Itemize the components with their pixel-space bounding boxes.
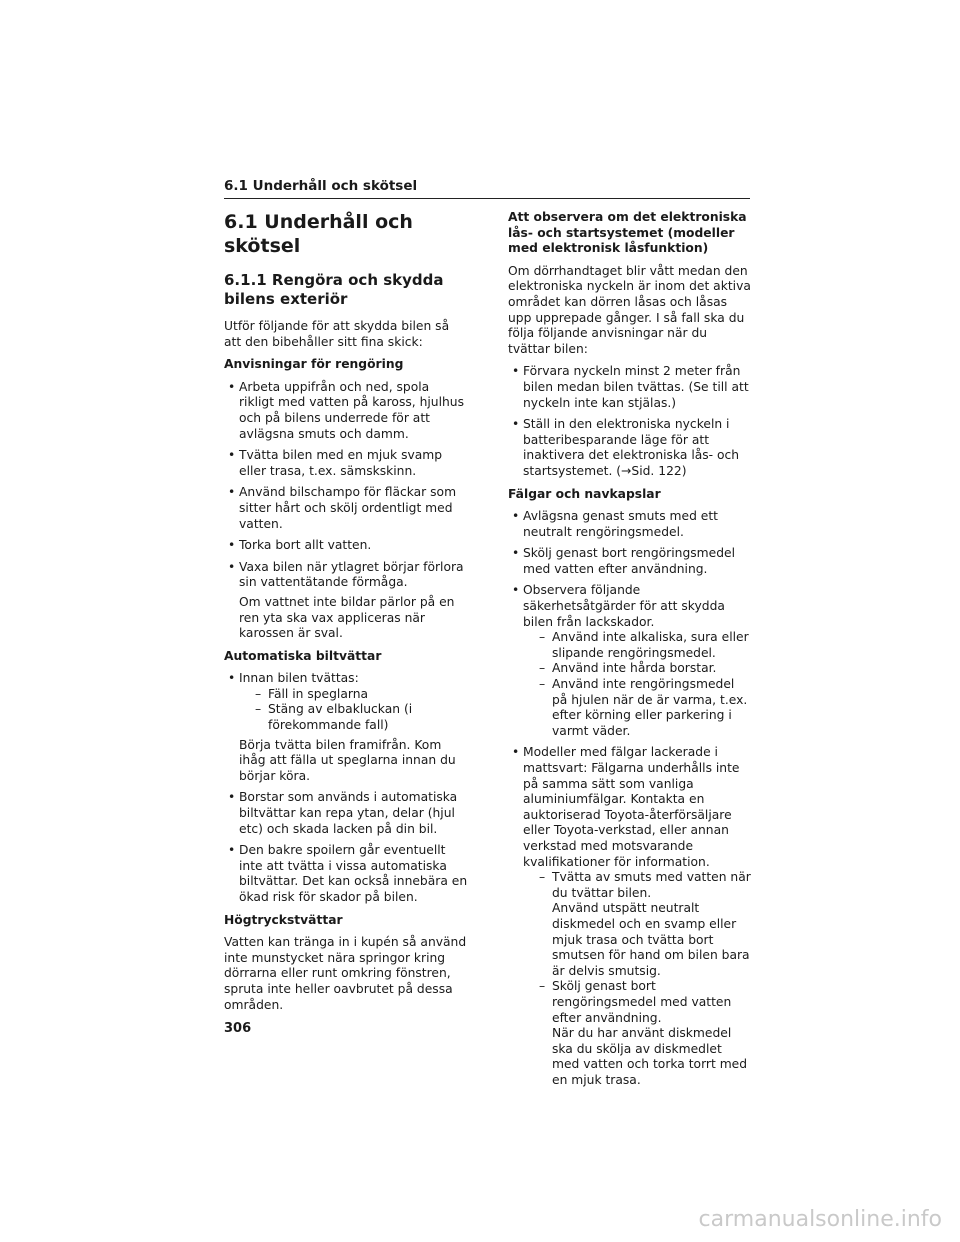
sub-list-item-text: – Skölj genast bort rengöringsmedel med vatten efter användning. <box>552 979 732 1025</box>
list-item: • Torka bort allt vatten. <box>224 538 468 554</box>
list-item-text: • Modeller med fälgar lackerade i mattsvart: Fälgarna underhålls inte på samma sätt som vanliga aluminiumfälgar. Kontakta en auktoriserad Toyota-återförsäljare eller Toyota-verkstad, eller annan verkstad med motsvarande kvalifikationer för information. <box>523 745 740 869</box>
list-item: • Tvätta bilen med en mjuk svamp eller trasa, t.ex. sämskskinn. <box>224 448 468 479</box>
list-item: • Avlägsna genast smuts med ett neutralt rengöringsmedel. <box>508 509 752 540</box>
car-wash-heading: Automatiska biltvättar <box>224 648 382 663</box>
sub-list-item: – Använd inte hårda borstar. <box>539 661 752 677</box>
list-item <box>508 583 752 739</box>
cleaning-instructions-list <box>224 380 468 642</box>
cleaning-instructions-heading: Anvisningar för rengöring <box>224 357 404 372</box>
sub-list-item: – Fäll in speglarna <box>255 687 468 703</box>
list-item: • Arbeta uppifrån och ned, spola rikligt med vatten på kaross, hjulhus och på bilens underrede för att avlägsna smuts och damm. <box>224 380 468 442</box>
wheels-list <box>508 509 752 1088</box>
wheels-heading: Fälgar och navkapslar <box>508 486 661 501</box>
sub-list-item <box>539 870 752 979</box>
list-item-text: • Observera följande säkerhetsåtgärder för att skydda bilen från lackskador. <box>523 583 725 629</box>
sub-list-item: – Stäng av elbakluckan (i förekommande fall) <box>255 702 468 733</box>
list-item <box>508 745 752 1088</box>
running-header: 6.1 Underhåll och skötsel <box>224 178 750 199</box>
sub-list-item-note: När du har använt diskmedel ska du skölja av diskmedlet med vatten och torka torrt med en mjuk trasa. <box>552 1026 748 1087</box>
subsection-title: 6.1.1 Rengöra och skydda bilens exteriör <box>224 271 444 308</box>
sub-list-item: – Använd inte alkaliska, sura eller slipande rengöringsmedel. <box>539 630 752 661</box>
pressure-washer-heading: Högtryckstvättar <box>224 912 343 927</box>
watermark: carmanualsonline.info <box>698 1207 942 1232</box>
smart-key-text: Om dörrhandtaget blir vått medan den elektroniska nyckeln är inom det aktiva området kan dörren låsas och låsas upp upprepade gånger. I så fall ska du följa följande anvisningar när du tvättar bilen: <box>508 263 751 356</box>
list-item: • Förvara nyckeln minst 2 meter från bilen medan bilen tvättas. (Se till att nyckeln inte kan stjälas.) <box>508 364 752 411</box>
list-item: • Den bakre spoilern går eventuellt inte att tvätta i vissa automatiska biltvättar. Det kan också innebära en ökad risk för skador på bilen. <box>224 843 468 905</box>
intro-text: Utför följande för att skydda bilen så att den bibehåller sitt fina skick: <box>224 319 450 349</box>
list-item: • Skölj genast bort rengöringsmedel med vatten efter användning. <box>508 546 752 577</box>
sub-list-item <box>539 979 752 1088</box>
smart-key-list <box>508 364 752 479</box>
list-item: • Ställ in den elektroniska nyckeln i batteribesparande läge för att inaktivera det elektroniska lås- och startsystemet. (→Sid. 122) <box>508 417 752 479</box>
list-item-text: • Innan bilen tvättas: <box>239 671 359 686</box>
smart-key-heading: Att observera om det elektroniska lås- och startsystemet (modeller med elektronisk låsfunktion) <box>508 210 747 256</box>
right-column <box>508 210 752 1095</box>
left-column <box>224 210 468 1020</box>
sub-list <box>523 630 752 739</box>
list-item <box>224 671 468 784</box>
list-item-text: • Vaxa bilen när ytlagret börjar förlora sin vattentätande förmåga. <box>239 559 464 590</box>
list-item <box>224 560 468 642</box>
list-item-note: Börja tvätta bilen framifrån. Kom ihåg att fälla ut speglarna innan du börjar köra. <box>239 737 456 783</box>
sub-list <box>239 687 468 734</box>
list-item-note: Om vattnet inte bildar pärlor på en ren yta ska vax appliceras när karossen är sval. <box>239 594 455 641</box>
list-item: • Borstar som används i automatiska biltvättar kan repa ytan, delar (hjul etc) och skada lacken på din bil. <box>224 790 468 837</box>
sub-list-item-text: – Tvätta av smuts med vatten när du tvättar bilen. <box>552 870 751 900</box>
page-number: 306 <box>224 1021 252 1036</box>
sub-list <box>523 870 752 1088</box>
sub-list-item: – Använd inte rengöringsmedel på hjulen när de är varma, t.ex. efter körning eller parkering i varmt väder. <box>539 677 752 739</box>
section-title: 6.1 Underhåll och skötsel <box>224 211 413 257</box>
list-item: • Använd bilschampo för fläckar som sitter hårt och skölj ordentligt med vatten. <box>224 485 468 532</box>
pressure-washer-text: Vatten kan tränga in i kupén så använd inte munstycket nära springor kring dörrarna eller runt omkring fönstren, spruta inte heller oavbrutet på dessa områden. <box>224 935 467 1012</box>
car-wash-list <box>224 671 468 905</box>
sub-list-item-note: Använd utspätt neutralt diskmedel och en svamp eller mjuk trasa och tvätta bort smutsen för hand om bilen bara är delvis smutsig. <box>552 901 750 978</box>
